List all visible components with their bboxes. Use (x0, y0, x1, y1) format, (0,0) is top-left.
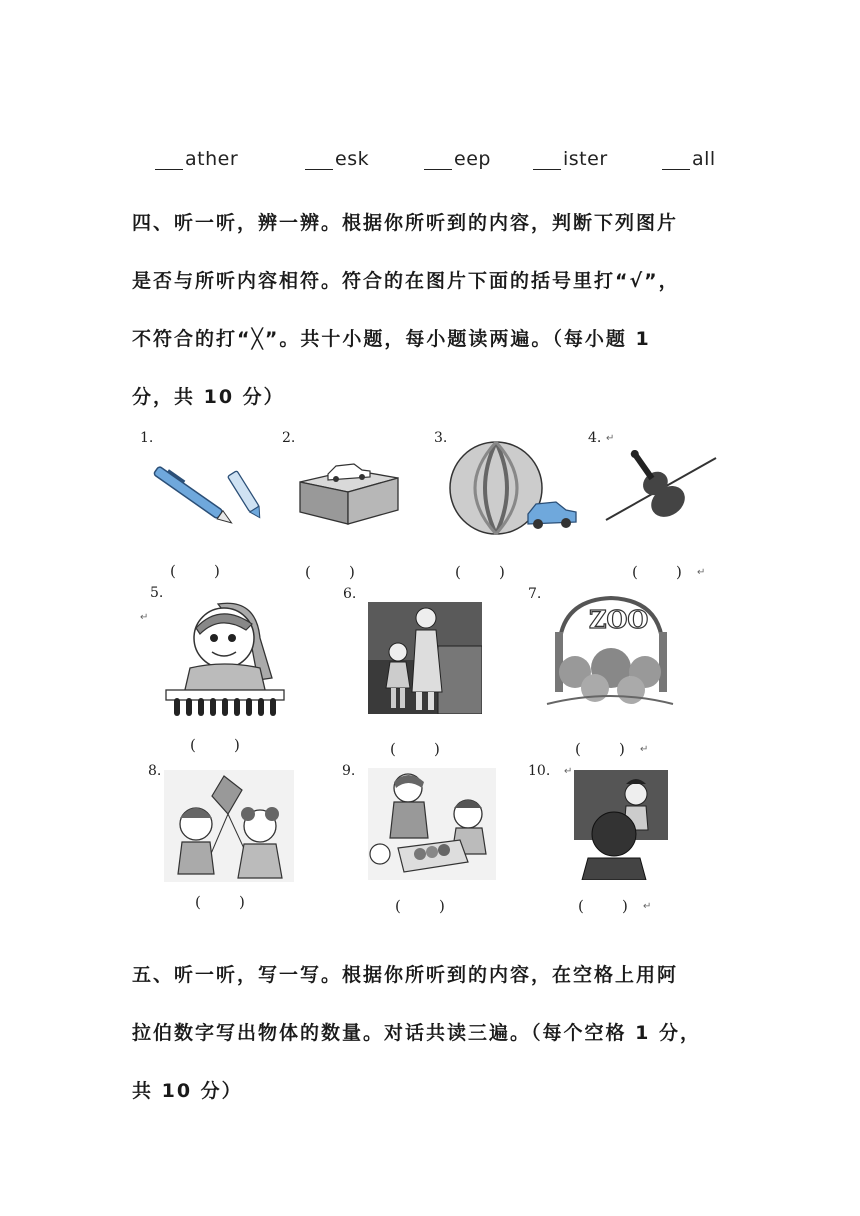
violin-icon (600, 440, 720, 530)
section5-line2: 拉伯数字写出物体的数量。对话共读三遍。（每个空格 1 分， (132, 1022, 701, 1044)
return-mark: ↵ (606, 433, 615, 444)
answer-blank[interactable] (155, 151, 183, 170)
section5-line3: 共 10 分） (132, 1080, 243, 1102)
item-number: 5. (150, 585, 164, 601)
item-number: 6. (343, 586, 357, 602)
answer-blank[interactable] (533, 151, 561, 170)
answer-parens[interactable]: ( ) (390, 740, 440, 758)
svg-text:ZOO: ZOO (589, 605, 649, 634)
answer-parens[interactable]: ( ) (170, 562, 220, 580)
return-mark: ↵ (140, 612, 149, 623)
answer-blank[interactable] (662, 151, 690, 170)
answer-parens[interactable]: ( ) (305, 563, 355, 581)
word-item-1 (155, 148, 238, 170)
item-number: 9. (342, 763, 356, 779)
word-fragment: eep (454, 148, 491, 170)
word-fragment: ather (185, 148, 239, 170)
answer-parens[interactable]: ( ) (190, 736, 240, 754)
section5-line1: 五、听一听，写一写。根据你所听到的内容，在空格上用阿 (132, 964, 679, 986)
ball-and-car-icon (444, 440, 584, 540)
word-fragment: esk (335, 148, 370, 170)
answer-blank[interactable] (305, 151, 333, 170)
word-item-2 (305, 148, 369, 170)
word-item-3 (424, 148, 491, 170)
kids-flying-kite-icon (164, 770, 294, 882)
answer-parens[interactable]: ( ) (195, 893, 245, 911)
answer-parens[interactable]: ( ) (575, 740, 625, 758)
car-on-box-icon (292, 458, 404, 528)
section4-line4: 分，共 10 分） (132, 386, 285, 408)
item-number: 4. (588, 430, 602, 446)
return-mark: ↵ (643, 901, 652, 912)
mother-and-child-icon (368, 602, 482, 714)
shopping-fruit-icon (368, 768, 496, 880)
word-item-4 (533, 148, 608, 170)
answer-parens[interactable]: ( ) (632, 563, 682, 581)
girl-and-boy-icon (574, 770, 668, 880)
word-item-5 (662, 148, 716, 170)
answer-parens[interactable]: ( ) (578, 897, 628, 915)
item-number: 7. (528, 586, 542, 602)
girl-playing-piano-icon (160, 598, 290, 720)
item-number: 10. (528, 763, 551, 779)
item-number: 1. (140, 430, 154, 446)
answer-parens[interactable]: ( ) (395, 897, 445, 915)
section4-line3: 不符合的打“╳”。共十小题，每小题读两遍。（每小题 1 (132, 328, 651, 350)
section4-line1: 四、听一听，辨一辨。根据你所听到的内容，判断下列图片 (132, 212, 679, 234)
return-mark: ↵ (697, 567, 706, 578)
return-mark: ↵ (640, 744, 649, 755)
answer-blank[interactable] (424, 151, 452, 170)
item-number: 2. (282, 430, 296, 446)
item-number: 3. (434, 430, 448, 446)
section4-line2: 是否与所听内容相符。符合的在图片下面的括号里打“√”， (132, 270, 680, 292)
item-number: 8. (148, 763, 162, 779)
pen-and-crayon-icon (150, 455, 270, 540)
answer-parens[interactable]: ( ) (455, 563, 505, 581)
word-fragment: ister (563, 148, 608, 170)
word-fragment: all (692, 148, 716, 170)
return-mark: ↵ (564, 766, 573, 777)
zoo-gate-icon (545, 592, 675, 710)
